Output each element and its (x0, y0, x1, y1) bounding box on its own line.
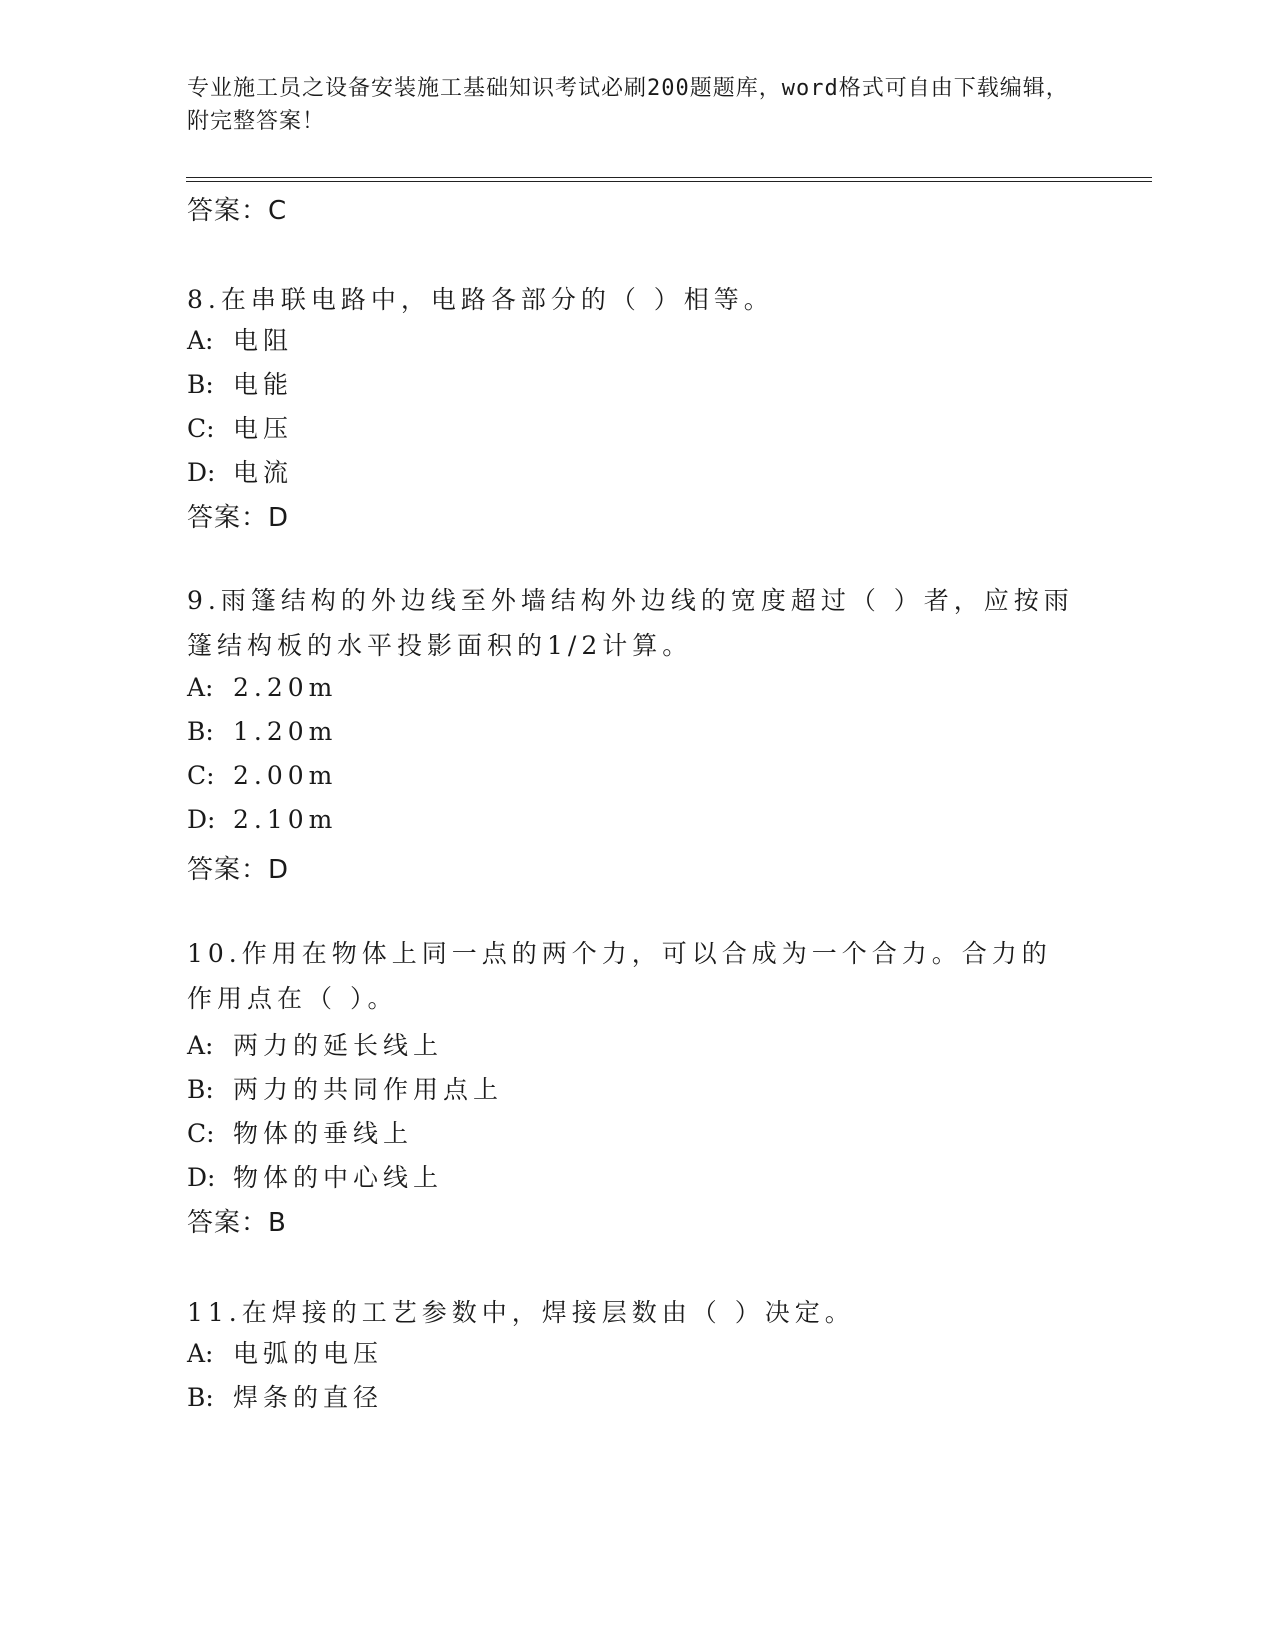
answer-text: 答案：C (187, 196, 288, 226)
option-d (187, 1158, 443, 1194)
option-text: 电弧的电压 (233, 1339, 384, 1368)
option-label: D: (187, 1163, 216, 1192)
option-text: 电能 (233, 370, 294, 399)
question-text: 10.作用在物体上同一点的两个力，可以合成为一个合力。合力的作用点在（ ）。 (187, 939, 1052, 1013)
option-text: 2.20m (233, 673, 338, 702)
answer-text: 答案：D (187, 503, 290, 533)
option-c (187, 1114, 413, 1150)
option-text: 物体的垂线上 (233, 1119, 414, 1148)
option-b (187, 1378, 383, 1414)
option-a (187, 673, 337, 702)
option-text: 两力的延长线上 (233, 1031, 444, 1060)
option-a (187, 321, 293, 357)
option-text: 电流 (233, 458, 294, 487)
option-text: 两力的共同作用点上 (233, 1075, 504, 1104)
option-c (187, 409, 293, 445)
option-text: 2.00m (233, 761, 338, 790)
option-label: B: (187, 1383, 214, 1412)
option-label: C: (187, 1119, 215, 1148)
option-text: 2.10m (233, 805, 338, 834)
option-a (187, 1334, 383, 1370)
option-b (187, 1070, 503, 1106)
question-text: 9.雨篷结构的外边线至外墙结构外边线的宽度超过（ ）者，应按雨篷结构板的水平投影面积的1/2计算。 (187, 586, 1074, 660)
option-label: A: (187, 326, 214, 355)
option-label: A: (187, 1031, 214, 1060)
option-label: D: (187, 458, 216, 487)
option-text: 电阻 (233, 326, 294, 355)
answer-text: 答案：B (187, 1208, 287, 1238)
answer-text: 答案：D (187, 855, 290, 885)
option-c (187, 761, 337, 790)
option-label: C: (187, 761, 215, 790)
question-text: 8.在串联电路中，电路各部分的（ ）相等。 (187, 285, 774, 314)
option-label: B: (187, 370, 214, 399)
option-b (187, 365, 293, 401)
option-d (187, 453, 293, 489)
option-label: A: (187, 673, 214, 702)
option-d (187, 805, 337, 834)
option-a (187, 1026, 443, 1062)
option-label: A: (187, 1339, 214, 1368)
option-text: 电压 (233, 414, 294, 443)
option-text: 1.20m (233, 717, 338, 746)
option-label: C: (187, 414, 215, 443)
option-label: D: (187, 805, 216, 834)
option-text: 物体的中心线上 (233, 1163, 444, 1192)
header-divider (186, 177, 1152, 182)
page-header: 专业施工员之设备安装施工基础知识考试必刷200题题库，word格式可自由下载编辑，附完整答案！ (187, 76, 1069, 134)
option-label: B: (187, 717, 214, 746)
question-text: 11.在焊接的工艺参数中，焊接层数由（ ）决定。 (187, 1298, 855, 1327)
option-label: B: (187, 1075, 214, 1104)
option-b (187, 717, 337, 746)
option-text: 焊条的直径 (233, 1383, 384, 1412)
